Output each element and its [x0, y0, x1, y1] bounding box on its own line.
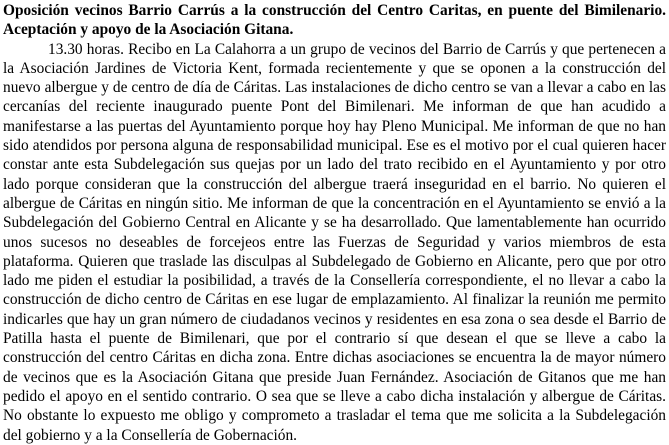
document-title: Oposición vecinos Barrio Carrús a la construcción del Centro Caritas, en puente del Bimilenario. Aceptación y apoyo de la Asociación Gitana.: [3, 2, 666, 39]
document-body-paragraph: 13.30 horas. Recibo en La Calahorra a un grupo de vecinos del Barrio de Carrús y que pertenecen a la Asociación Jardines de Victoria Kent, formada recientemente y que se oponen a la construcción del nuevo albergue y de centro de día de Cáritas. Las instalaciones de dicho centro se van a llevar a cabo en las cercanías del reciente inaugurado puente Pont del Bimilenari. Me informan de que han acudido a manifestarse a las puertas del Ayuntamiento porque hoy hay Pleno Municipal. Me informan de que no han sido atendidos por persona alguna de responsabilidad municipal. Ese es el motivo por el cual quieren hacer constar ante esta Subdelegación sus quejas por un lado del trato recibido en el Ayuntamiento y por otro lado porque consideran que la construcción del albergue traerá inseguridad en el barrio. No quieren el albergue de Cáritas en ningún sitio. Me informan de que la concentración en el Ayuntamiento se envió a la Subdelegación del Gobierno Central en Alicante y se ha desarrollado. Que lamentablemente han ocurrido unos sucesos no deseables de forcejeos entre las Fuerzas de Seguridad y varios miembros de esta plataforma. Quieren que traslade las disculpas al Subdelegado de Gobierno en Alicante, pero que por otro lado me piden el estudiar la posibilidad, a través de la Consellería correspondiente, el no llevar a cabo la construcción de dicho centro de Cáritas en ese lugar de emplazamiento. Al finalizar la reunión me permito indicarles que hay un gran número de ciudadanos vecinos y residentes en esa zona o sea desde el Barrio de Patilla hasta el puente de Bimilenari, que por el contrario sí que desean el que se lleve a cabo la construcción del centro Cáritas en dicha zona. Entre dichas asociaciones se encuentra la de mayor número de vecinos que es la Asociación Gitana que preside Juan Fernández. Asociación de Gitanos que me han pedido el apoyo en el sentido contrario. O sea que se lleve a cabo dicha instalación y albergue de Cáritas. No obstante lo expuesto me obligo y comprometo a trasladar el tema que me solicita a la Subdelegación del gobierno y a la Consellería de Gobernación.: [3, 40, 666, 444]
document-page: [3, 0, 666, 445]
